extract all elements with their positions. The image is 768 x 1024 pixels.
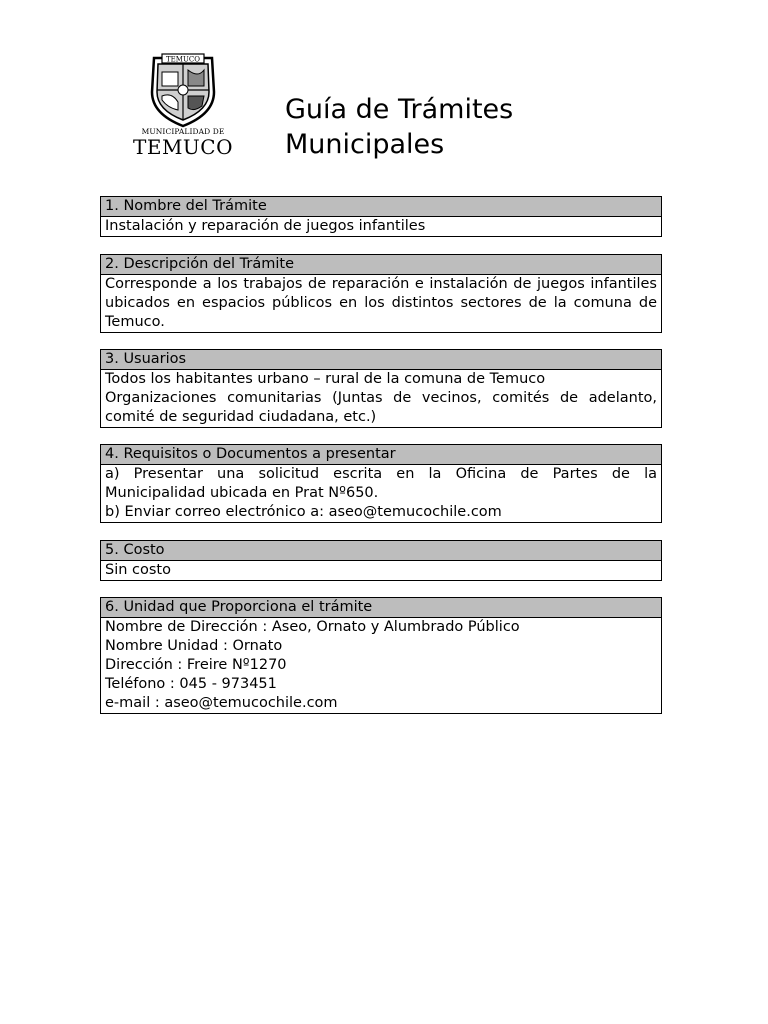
section-body [101, 217, 661, 236]
section-header: 4. Requisitos o Documentos a presentar [101, 445, 661, 465]
section-text: a) Presentar una solicitud escrita en la Oficina de Partes de la Municipalidad ubicada en Prat Nº650. [105, 466, 657, 501]
section-text: Todos los habitantes urbano – rural de la comuna de Temuco [105, 371, 546, 387]
section-text: Nombre de Dirección : Aseo, Ornato y Alumbrado Público [105, 619, 520, 635]
section-text: Corresponde a los trabajos de reparación e instalación de juegos infantiles ubicados en espacios públicos en los distintos sectores de la comuna de Temuco. [105, 276, 657, 330]
section-body [101, 465, 661, 522]
section-body [101, 561, 661, 580]
section-nombre-tramite [100, 196, 662, 237]
section-usuarios [100, 349, 662, 428]
section-header: 6. Unidad que Proporciona el trámite [101, 598, 661, 618]
logo-big-text: TEMUCO [133, 135, 233, 159]
logo-banner-text: TEMUCO [166, 55, 200, 64]
section-text: b) Enviar correo electrónico a: aseo@temucochile.com [105, 504, 502, 520]
section-body [101, 370, 661, 427]
section-text: Teléfono : 045 - 973451 [105, 676, 277, 692]
section-descripcion [100, 254, 662, 333]
coat-of-arms-icon [132, 52, 234, 128]
section-body [101, 618, 661, 713]
section-unidad [100, 597, 662, 714]
page-title [285, 92, 513, 162]
section-text: Instalación y reparación de juegos infantiles [105, 218, 426, 234]
section-text: Dirección : Freire Nº1270 [105, 657, 287, 673]
section-costo [100, 540, 662, 581]
section-header: 3. Usuarios [101, 350, 661, 370]
section-header: 2. Descripción del Trámite [101, 255, 661, 275]
section-header: 5. Costo [101, 541, 661, 561]
email-link[interactable]: e-mail : aseo@temucochile.com [105, 695, 338, 711]
page-title-line2: Municipales [285, 129, 445, 160]
section-header: 1. Nombre del Trámite [101, 197, 661, 217]
section-requisitos [100, 444, 662, 523]
section-text: Nombre Unidad : Ornato [105, 638, 283, 654]
section-text: Organizaciones comunitarias (Juntas de vecinos, comités de adelanto, comité de seguridad ciudadana, etc.) [105, 390, 657, 425]
page-title-line1: Guía de Trámites [285, 94, 514, 125]
municipal-logo [132, 52, 234, 160]
section-text: Sin costo [105, 562, 171, 578]
logo-small-text: MUNICIPALIDAD DE [141, 127, 225, 136]
